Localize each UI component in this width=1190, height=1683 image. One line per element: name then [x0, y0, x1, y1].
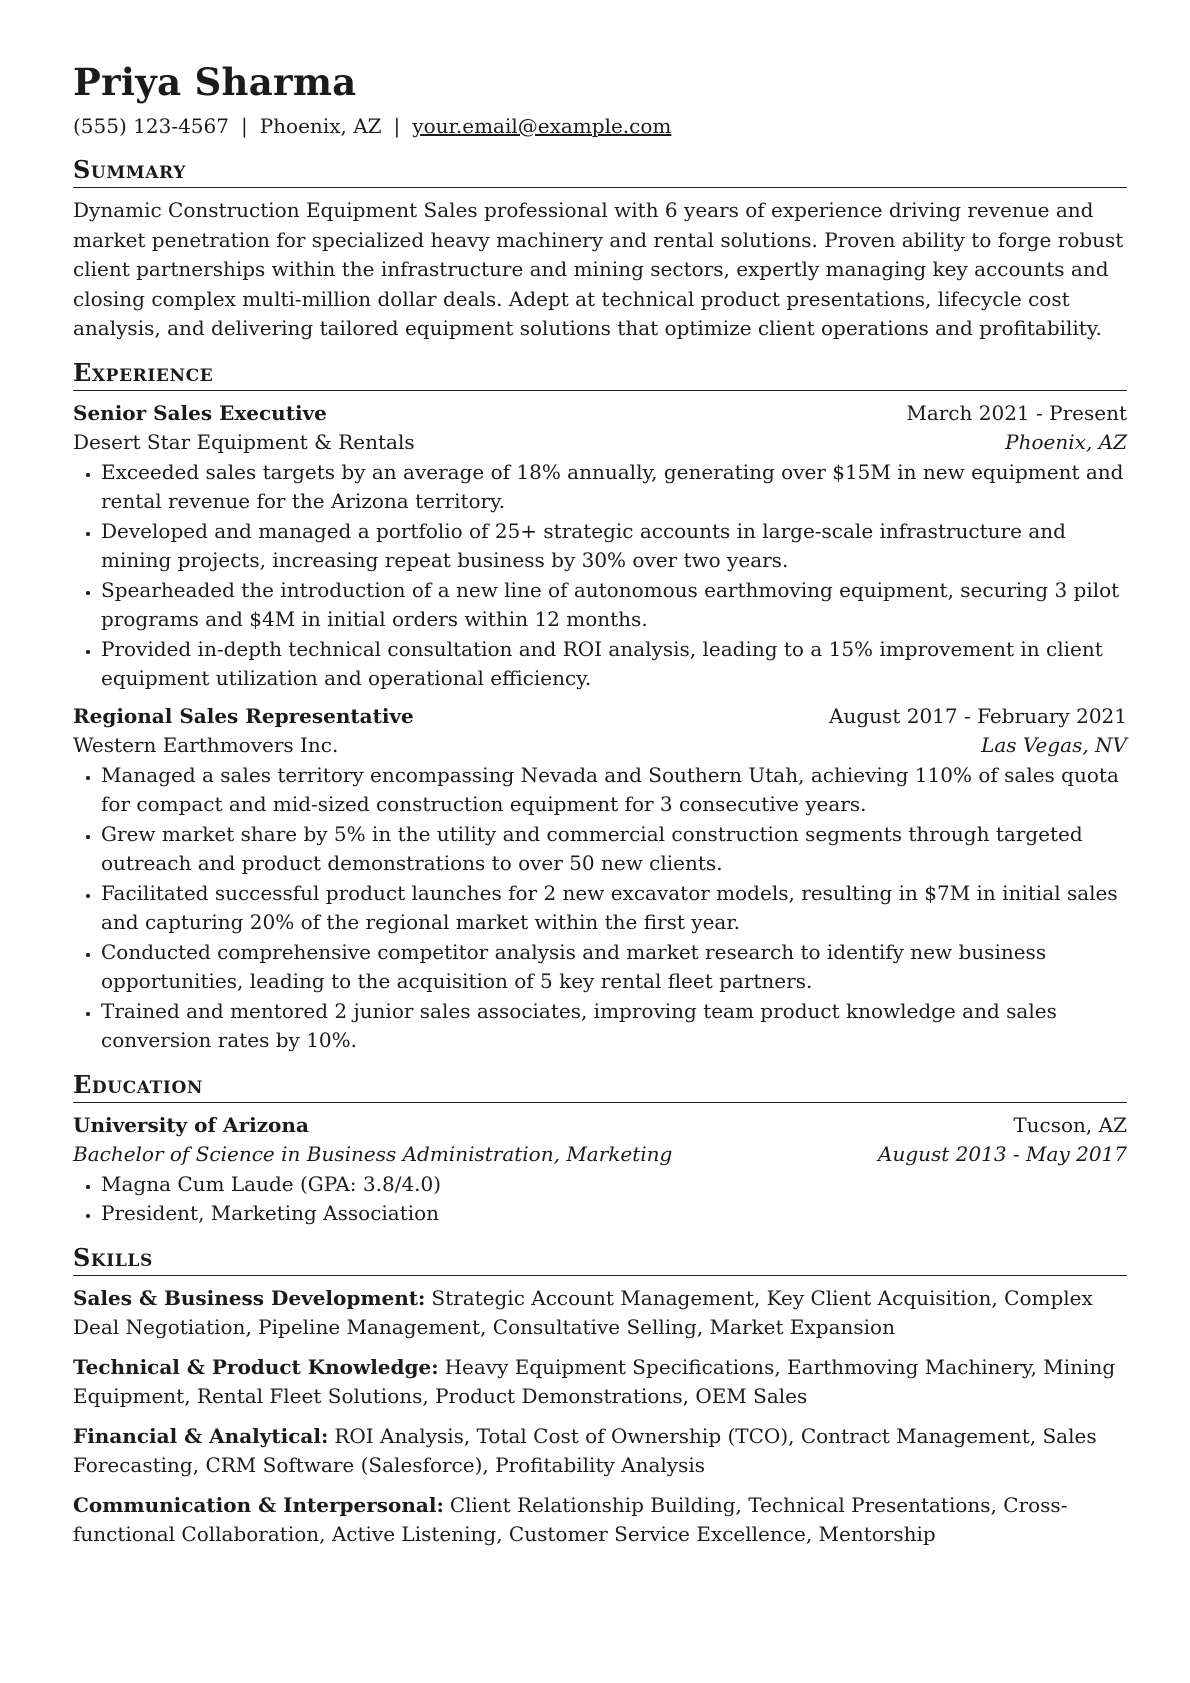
- education-entry: [73, 1111, 1127, 1229]
- summary-text: Dynamic Construction Equipment Sales professional with 6 years of experience driving revenue and market penetration for specialized heavy machinery and rental solutions. Proven ability to forge robust client partnerships within the infrastructure and mining sectors, expertly managing key accounts and closing complex multi-million dollar deals. Adept at technical product presentations, lifecycle cost analysis, and delivering tailored equipment solutions that optimize client operations and profitability.: [73, 198, 1124, 340]
- skill-group: [73, 1491, 1127, 1550]
- contact-separator: |: [393, 114, 401, 138]
- job-location: Las Vegas, NV: [981, 733, 1127, 757]
- skill-group: [73, 1353, 1127, 1412]
- skills-heading: Skills: [73, 1243, 1127, 1276]
- experience-heading: Experience: [73, 358, 1127, 391]
- skill-list: Heavy Equipment Specifications, Earthmoving Machinery, Mining Equipment, Rental Fleet Solutions, Product Demonstrations, OEM Sales: [73, 1354, 1116, 1408]
- job-bullets: [73, 761, 1127, 1056]
- skill-category: Communication & Interpersonal:: [73, 1492, 444, 1517]
- list-item: • Developed and managed a portfolio of 25+ strategic accounts in large-scale infrastructure and mining projects, increasing repeat business by 30% over two years.: [101, 517, 1127, 576]
- skill-category: Sales & Business Development:: [73, 1285, 426, 1310]
- job-title: Senior Sales Executive: [73, 400, 327, 425]
- job-title: Regional Sales Representative: [73, 703, 414, 728]
- list-item: • Spearheaded the introduction of a new line of autonomous earthmoving equipment, securing 3 pilot programs and $4M in initial orders within 12 months.: [101, 576, 1127, 635]
- job-dates: March 2021 - Present: [906, 400, 1127, 425]
- list-item: • Facilitated successful product launches for 2 new excavator models, resulting in $7M in initial sales and capturing 20% of the regional market within the first year.: [101, 879, 1127, 938]
- company-name: Desert Star Equipment & Rentals: [73, 430, 415, 454]
- candidate-name: Priya Sharma: [73, 60, 357, 104]
- list-item: • President, Marketing Association: [101, 1199, 1127, 1229]
- school-name: University of Arizona: [73, 1112, 309, 1137]
- skill-list: Client Relationship Building, Technical Presentations, Cross-functional Collaboration, Active Listening, Customer Service Excellence, Mentorship: [73, 1492, 1068, 1546]
- education-bullets: [73, 1170, 1127, 1229]
- contact-separator: |: [240, 114, 248, 138]
- company-name: Western Earthmovers Inc.: [73, 733, 339, 757]
- skill-group: [73, 1422, 1127, 1481]
- location-text: Phoenix, AZ: [259, 114, 382, 138]
- list-item: • Grew market share by 5% in the utility and commercial construction segments through targeted outreach and product demonstrations to over 50 new clients.: [101, 820, 1127, 879]
- skill-list: ROI Analysis, Total Cost of Ownership (TCO), Contract Management, Sales Forecasting, CRM Software (Salesforce), Profitability Analysis: [73, 1423, 1097, 1477]
- job-company-row: [73, 428, 1127, 458]
- list-item: • Exceeded sales targets by an average of 18% annually, generating over $15M in new equipment and rental revenue for the Arizona territory.: [101, 458, 1127, 517]
- list-item: • Magna Cum Laude (GPA: 3.8/4.0): [101, 1170, 1127, 1200]
- job-dates: August 2017 - February 2021: [829, 703, 1127, 728]
- job-header-row: [73, 399, 1127, 429]
- job-location: Phoenix, AZ: [1005, 430, 1127, 454]
- list-item: • Provided in-depth technical consultation and ROI analysis, leading to a 15% improvement in client equipment utilization and operational efficiency.: [101, 635, 1127, 694]
- skill-category: Financial & Analytical:: [73, 1423, 329, 1448]
- list-item: • Trained and mentored 2 junior sales associates, improving team product knowledge and sales conversion rates by 10%.: [101, 997, 1127, 1056]
- degree-row: [73, 1140, 1127, 1170]
- list-item: • Managed a sales territory encompassing Nevada and Southern Utah, achieving 110% of sales quota for compact and mid-sized construction equipment for 3 consecutive years.: [101, 761, 1127, 820]
- phone-number: (555) 123-4567: [73, 114, 229, 138]
- education-heading: Education: [73, 1070, 1127, 1103]
- list-item: • Conducted comprehensive competitor analysis and market research to identify new business opportunities, leading to the acquisition of 5 key rental fleet partners.: [101, 938, 1127, 997]
- summary-heading: Summary: [73, 155, 1127, 188]
- degree-name: Bachelor of Science in Business Administration, Marketing: [73, 1142, 673, 1166]
- skill-category: Technical & Product Knowledge:: [73, 1354, 439, 1379]
- job-company-row: [73, 731, 1127, 761]
- contact-line: [73, 112, 1127, 141]
- school-location: Tucson, AZ: [1013, 1112, 1127, 1137]
- skill-list: Strategic Account Management, Key Client Acquisition, Complex Deal Negotiation, Pipeline Management, Consultative Selling, Market Expansion: [73, 1285, 1093, 1339]
- experience-entry: [73, 702, 1127, 1056]
- email-link[interactable]: your.email@example.com: [412, 114, 672, 138]
- job-bullets: [73, 458, 1127, 694]
- job-header-row: [73, 702, 1127, 732]
- skill-group: [73, 1284, 1127, 1343]
- experience-entry: [73, 399, 1127, 694]
- school-row: [73, 1111, 1127, 1141]
- education-dates: August 2013 - May 2017: [878, 1142, 1127, 1166]
- resume-page: [73, 58, 1127, 1560]
